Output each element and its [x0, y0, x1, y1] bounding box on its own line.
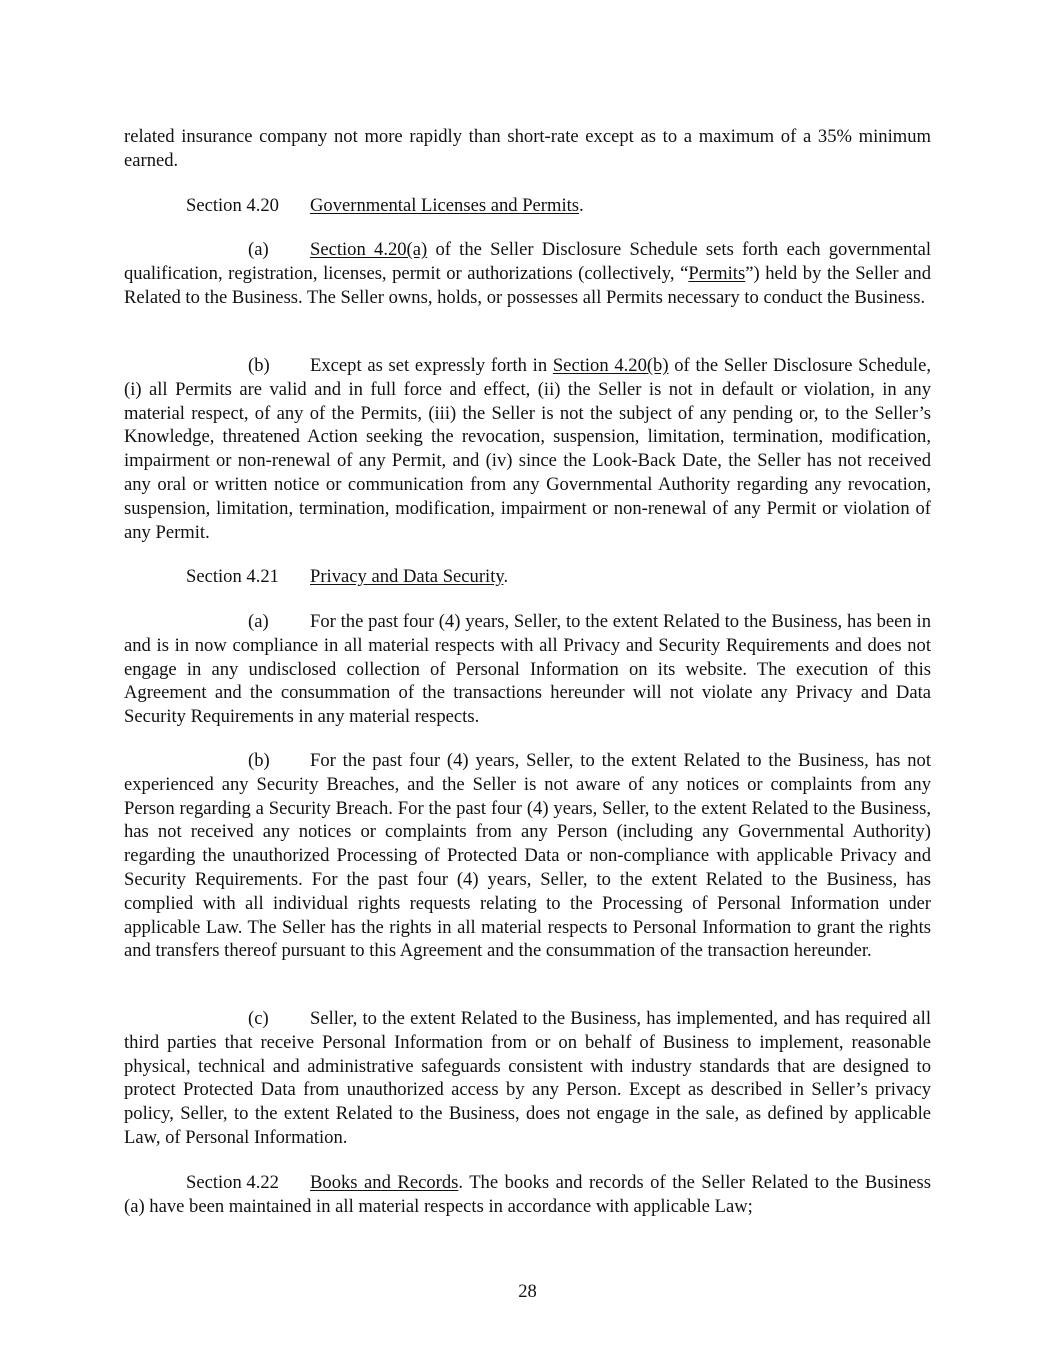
- section-title: Books and Records: [310, 1172, 459, 1193]
- page-number: 28: [518, 1281, 537, 1302]
- clause-label: (a): [248, 611, 269, 632]
- clause-label: (b): [248, 750, 270, 771]
- section-title: Governmental Licenses and Permits: [310, 195, 580, 216]
- clause-label: (b): [248, 355, 270, 376]
- section-title: Privacy and Data Security: [310, 566, 504, 587]
- section-number: Section 4.20: [186, 195, 279, 216]
- paragraph-4-20-a: (a) Section 4.20(a) of the Seller Disclosure Schedule sets forth each governmental qualification, registration, licenses, permit or authorizations (collectively, “Permits”) held by the Seller and Related to the Business. The Seller owns, holds, or possesses all Permits necessary to conduct the Business.: [124, 239, 931, 308]
- section-4-21-heading: Section 4.21 Privacy and Data Security.: [186, 566, 509, 587]
- cross-reference: Section 4.20(a): [310, 239, 428, 260]
- section-4-20-heading: Section 4.20 Governmental Licenses and Permits.: [186, 195, 584, 216]
- defined-term: Permits: [688, 262, 746, 284]
- paragraph-4-21-c: (c) Seller, to the extent Related to the Business, has implemented, and has required all third parties that receive Personal Information from or on behalf of Business to implement, reasonable physical, technical and administrative safeguards consistent with industry standards that are designed to protect Protected Data from unauthorized access by any Person. Except as described in Seller’s privacy policy, Seller, to the extent Related to the Business, does not engage in the sale, as defined by applicable Law, of Personal Information.: [124, 1008, 931, 1148]
- paragraph-4-21-b: (b) For the past four (4) years, Seller, to the extent Related to the Business, has not experienced any Security Breaches, and the Seller is not aware of any notices or complaints from any Person regarding a Security Breach. For the past four (4) years, Seller, to the extent Related to the Business, has not received any notices or complaints from any Person (including any Governmental Authority) regarding the unauthorized Processing of Protected Data or non-compliance with applicable Privacy and Security Requirements. For the past four (4) years, Seller, to the extent Related to the Business, has complied with all individual rights requests relating to the Processing of Personal Information under applicable Law. The Seller has the rights in all material respects to Personal Information to grant the rights and transfers thereof pursuant to this Agreement and the consummation of the transaction hereunder.: [124, 750, 931, 962]
- paragraph-4-21-a: (a) For the past four (4) years, Seller, to the extent Related to the Business, has been in and is in now compliance in all material respects with all Privacy and Security Requirements and does not engage in any undisclosed collection of Personal Information on its website. The execution of this Agreement and the consummation of the transactions hereunder will not violate any Privacy and Data Security Requirements in any material respects.: [124, 611, 931, 728]
- paragraph-4-20-b: (b) Except as set expressly forth in Section 4.20(b) of the Seller Disclosure Schedule, (i) all Permits are valid and in full force and effect, (ii) the Seller is not in default or violation, in any material respect, of any of the Permits, (iii) the Seller is not the subject of any pending or, to the Seller’s Knowledge, threatened Action seeking the revocation, suspension, limitation, termination, modification, impairment or non-renewal of any Permit, and (iv) since the Look-Back Date, the Seller has not received any oral or written notice or communication from any Governmental Authority regarding any revocation, suspension, limitation, termination, modification, impairment or non-renewal of any Permit or violation of any Permit.: [124, 355, 931, 543]
- clause-label: (a): [248, 239, 269, 260]
- paragraph-continuation: related insurance company not more rapidly than short-rate except as to a maximum of a 35% minimum earned.: [124, 126, 931, 171]
- section-number: Section 4.22: [186, 1172, 279, 1193]
- section-number: Section 4.21: [186, 566, 279, 587]
- cross-reference: Section 4.20(b): [552, 355, 669, 376]
- section-4-22: Section 4.22 Books and Records. The books and records of the Seller Related to the Business (a) have been maintained in all material respects in accordance with applicable Law;: [124, 1172, 931, 1217]
- clause-label: (c): [248, 1008, 269, 1029]
